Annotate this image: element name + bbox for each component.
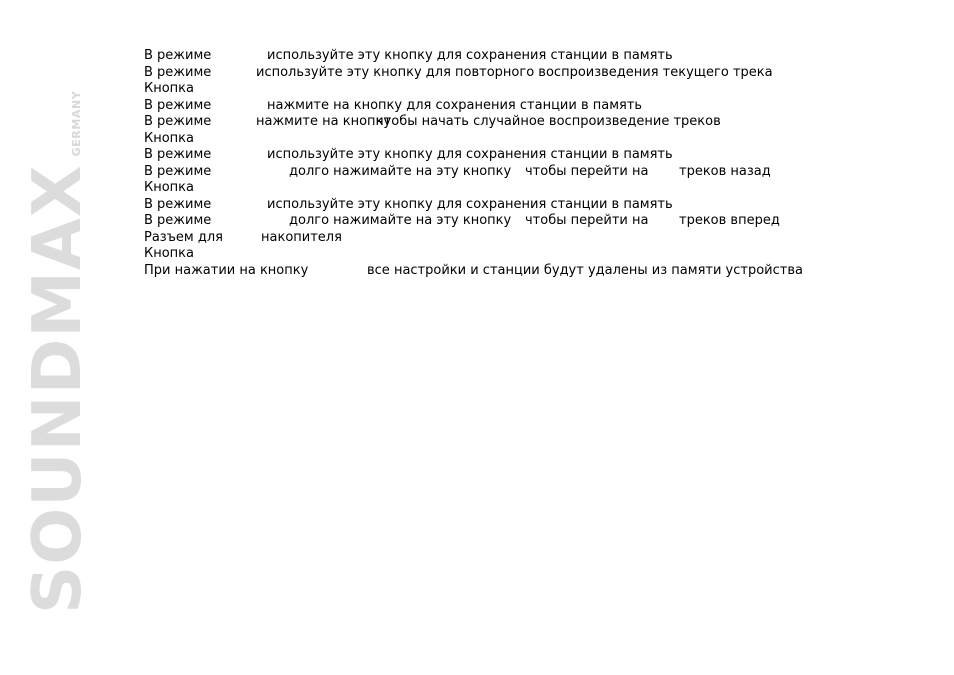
- instruction-line: [144, 230, 934, 247]
- brand-tagline: GERMANY: [70, 90, 83, 157]
- instruction-line: [144, 164, 934, 181]
- line-text-continued: чтобы начать случайное воспроизведение треков: [376, 114, 721, 129]
- line-text: используйте эту кнопку для повторного воспроизведения текущего трека: [256, 64, 773, 80]
- instruction-line: [144, 180, 934, 197]
- instruction-line: [144, 48, 934, 65]
- line-label: При нажатии на кнопку: [144, 262, 309, 278]
- line-label: В режиме: [144, 114, 212, 129]
- line-label: Кнопка: [144, 130, 195, 146]
- line-text-end: треков вперед: [679, 213, 780, 228]
- instruction-line: [144, 81, 934, 98]
- instruction-line: [144, 246, 934, 263]
- line-label: В режиме: [144, 97, 212, 113]
- line-text: нажмите на кнопку: [256, 114, 392, 129]
- instructions-list: [144, 48, 934, 279]
- line-label: В режиме: [144, 48, 212, 63]
- brand-name: SOUNDMAX: [18, 164, 96, 614]
- line-label: Кнопка: [144, 246, 195, 261]
- line-text: все настройки и станции будут удалены из памяти устройства: [367, 262, 803, 278]
- instruction-line: [144, 213, 934, 230]
- instruction-line: [144, 263, 934, 280]
- line-label: Кнопка: [144, 81, 195, 96]
- line-label: В режиме: [144, 64, 212, 80]
- instruction-line: [144, 147, 934, 164]
- brand-watermark: [18, 90, 96, 614]
- line-label: Кнопка: [144, 180, 195, 195]
- line-text-continued: чтобы перейти на: [525, 163, 649, 179]
- line-text: накопителя: [261, 229, 342, 245]
- line-text: используйте эту кнопку для сохранения станции в память: [267, 147, 673, 162]
- line-text: нажмите на кнопку для сохранения станции в память: [267, 97, 643, 113]
- line-text-continued: чтобы перейти на: [525, 213, 649, 228]
- line-label: В режиме: [144, 147, 212, 162]
- line-label: Разъем для: [144, 229, 223, 245]
- line-label: В режиме: [144, 196, 212, 212]
- instruction-line: [144, 98, 934, 115]
- instruction-line: [144, 65, 934, 82]
- line-label: В режиме: [144, 163, 212, 179]
- line-text: долго нажимайте на эту кнопку: [289, 213, 512, 228]
- line-text: долго нажимайте на эту кнопку: [289, 163, 512, 179]
- instruction-line: [144, 131, 934, 148]
- line-text: используйте эту кнопку для сохранения станции в память: [267, 48, 673, 63]
- line-text-end: треков назад: [679, 163, 771, 179]
- instruction-line: [144, 114, 934, 131]
- line-text: используйте эту кнопку для сохранения станции в память: [267, 196, 673, 212]
- line-label: В режиме: [144, 213, 212, 228]
- instruction-line: [144, 197, 934, 214]
